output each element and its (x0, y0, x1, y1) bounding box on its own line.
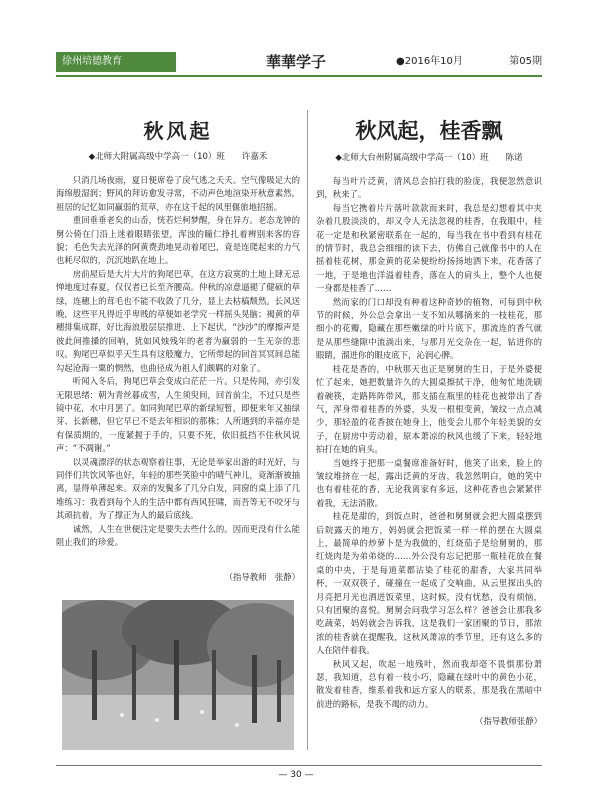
right-paragraph: 桂花是甜的，到饭点时，爸爸和舅舅就会把大圆桌摆到后院露天的地方，妈妈就会把饭菜一样一样的摆在大圆桌上，最简单的炒萝卜是为我做的，红烧茄子是给舅舅的，那红烧肉是为弟弟烧的……外公没有忘记把那一瓶桂花放在餐桌的中央，于是每道菜都沾染了桂花的甜香，大家共同举杯，一双双筷子，碰撞在一起成了交响曲，从云里探出头的月亮把月光也洒进饭菜里，这时候，没有忧愁，没有烦恼，只有团聚的喜悦。舅舅会问我学习怎么样？爸爸会让那我多吃蔬菜，妈妈就会告诉我，这是我们一家团聚的节日，那浓浓的桂香就在提醒我，这秋风萧凉的季节里，还有这么多的人在陪伴着我。 (316, 511, 542, 656)
right-paragraph: 桂花是香的，中秋那天也正是舅舅的生日，于是外婆便忙了起来，她把数量许久的大圆桌擦拭干净，他匆忙地洗刷着碗筷，走路阵阵带风，那支插在瓶里的桂花也被带出了香气，浑身带着桂香的外婆，头发一根根变黄，皱纹一点点减少，那轻盈的花香披在她身上，他变会儿那个年轻美貌的女子，在厨房中劳动着，原本萧凉的秋风也缓了下来，轻轻地拍打在她的肩头。 (316, 363, 542, 455)
left-article (56, 115, 300, 583)
right-article (316, 115, 542, 727)
left-paragraph: 以灵魂漂浮的状态观察着往事，无论是举家出游的时光好，与同伴们共饮风筝也好，年轻的那些笑脸中的晴气神儿，竟渐渐被抽离，显得单薄起来。双亲的发鬓多了几分白发，同窗的桌上添了几堆练习：我看到每个人的生活中都有西风狂啸，而吾等无不咬牙与其顽抗着，为了撑正为人的最后底线。 (56, 456, 300, 521)
right-article-title: 秋风起，桂香飘 (355, 118, 503, 143)
left-paragraph: 重回垂垂老矣的山岙，恍若烂柯梦醒，身在异方。老态龙钟的舅公倚在门沿上迷着眼睛张望，浑浊的瞳仁挣扎着辨别来客的容貌；毛色失去光泽的阿黄费劲地晃动着尾巴，竟是连爬起来的力气也耗尽似的，沉沉地趴在地上。 (56, 215, 300, 266)
left-article-teacher: （指导教师 张静） (224, 572, 300, 583)
right-article-byline: ◆北师大台州附属高级中学高一（10）班 陈诺 (335, 153, 523, 163)
page-number: — 30 — (278, 770, 314, 780)
footer-divider (56, 765, 542, 766)
section-label: 徐州培德教育 (56, 52, 176, 72)
left-article-title: 秋风起 (143, 119, 213, 143)
left-paragraph: 只消几场夜雨，夏日便席卷了戾气逃之夭夭。空气像吸足大的海绵般湿润；野风的拜访愈发寻常，不动声色地渲染开秋意素然，祖居的记忆如同赢弱的荒草，亦在这千起的风里偃旅地招摇。 (56, 175, 300, 212)
publication-title: 華華学子 (266, 53, 327, 71)
right-paragraph: 每当它携着片片落叶款款而来时，我总是幻想着其中夹杂着几股淡淡的，却又令人无法忽视的桂香，在我眼中，桂花一定是和秋紧密联系在一起的，每当我在书中看到有桂花的情节时，我总会细细的读下去，仿佛自己就像书中的人在摇着桂花树，那金黄的花朵便纷纷扬扬地洒下来，花香落了一地，于是地也洋溢着桂香，落在人的肩头上，整个人也便一身都是桂香了…… (316, 202, 542, 294)
photo-illustration (62, 600, 294, 750)
right-paragraph: 然而家的门口却没有种着这种奇妙的植物，可每到中秋节的时候，外公总会拿出一支不知从哪摘来的一枝桂花，那细小的花瓣，隐藏在那些嫩绿的叶片底下，那流连的香气就是从那些缝隙中流淌出来，与那月光交杂在一起，钻进你的眼睛，溜进你的眼皮底下，沁润心脾。 (316, 296, 542, 361)
right-paragraph: 每当叶片泛黄，清风总会拍打我的脸庞，我便忽然意识到，秋来了。 (316, 176, 542, 200)
left-paragraph: 诚然，人生在世便注定是要失去些什么的。因而更没有什么能阻止我们的珍爱。 (56, 523, 300, 547)
right-article-teacher: （指导教师张静） (475, 716, 542, 727)
left-article-byline: ◆北师大附属高级中学高一（10）班 许嘉禾 (88, 152, 268, 162)
page-header (56, 52, 542, 74)
right-paragraph: 秋风又起，吹起一地残叶，然而我却毫不畏惧那份萧瑟，我知道，总有着一枝小巧，隐藏在绿叶中的黄色小花，散发着桂香，维系着我和远方家人的联系，那是我在黑暗中前进的路标，是我不竭的动力。 (316, 658, 542, 709)
right-article-body (316, 175, 542, 711)
autumn-trees-photo (62, 600, 294, 750)
left-paragraph: 听闻入冬后，狗尾巴草会变成白茫茫一片。只是传闻，亦引发无限思绪：朝为青丝暮成雪，人生须臾间，回首前尘，不过只是些镜中花，水中月罢了。如同狗尾巴草的新绿短暂，即便来年又抽绿芽、长新穗，但它早已不是去年相识的那株；人所遇到的幸福亦是有保质期的，一度紧握于手的，只要不死，依旧抵挡不住秋风说声：“不凋谢。” (56, 376, 300, 454)
issue-date: ●2016年10月 (396, 56, 463, 67)
right-paragraph: 当她终于把那一桌餐席准备好时，他笑了出来，脸上的皱纹堆挤在一起，露出泛黄的牙齿，我忽然明白，她的笑中也有着桂花的香，无论我离家有多远，这种花香也会紧紧伴着我，无法消散。 (316, 457, 542, 508)
header-divider (56, 75, 542, 77)
left-article-body (56, 174, 300, 549)
issue-number: 第05期 (509, 56, 542, 67)
left-paragraph: 房前屋后是大片大片的狗尾巴草，在这方寂寞的土地上肆无忌惮地度过春夏，仅仅者已长至齐腰高。仲秋的凉意逼褪了健硕的草绿，连穗上的茸毛也不能不收敛了几分，显上去枯槁颓然。长风送晚，这些平凡得近乎卑贱的草便如老学究一样摇头晃脑；褐黄的草穗排集成群，好比海浪般层层推进、上下起伏，“沙沙”的摩擦声是彼此间推搡的回响，犹如风烛残年的老者为羸弱的一生无奈的悲叹。狗尾巴草似乎天生具有这般魔力，它所带起的回首冥冥间总能勾起沧海一粟的惘然，也曲径成为祖人们颇羁的对象了。 (56, 268, 300, 373)
column-divider (307, 110, 308, 750)
